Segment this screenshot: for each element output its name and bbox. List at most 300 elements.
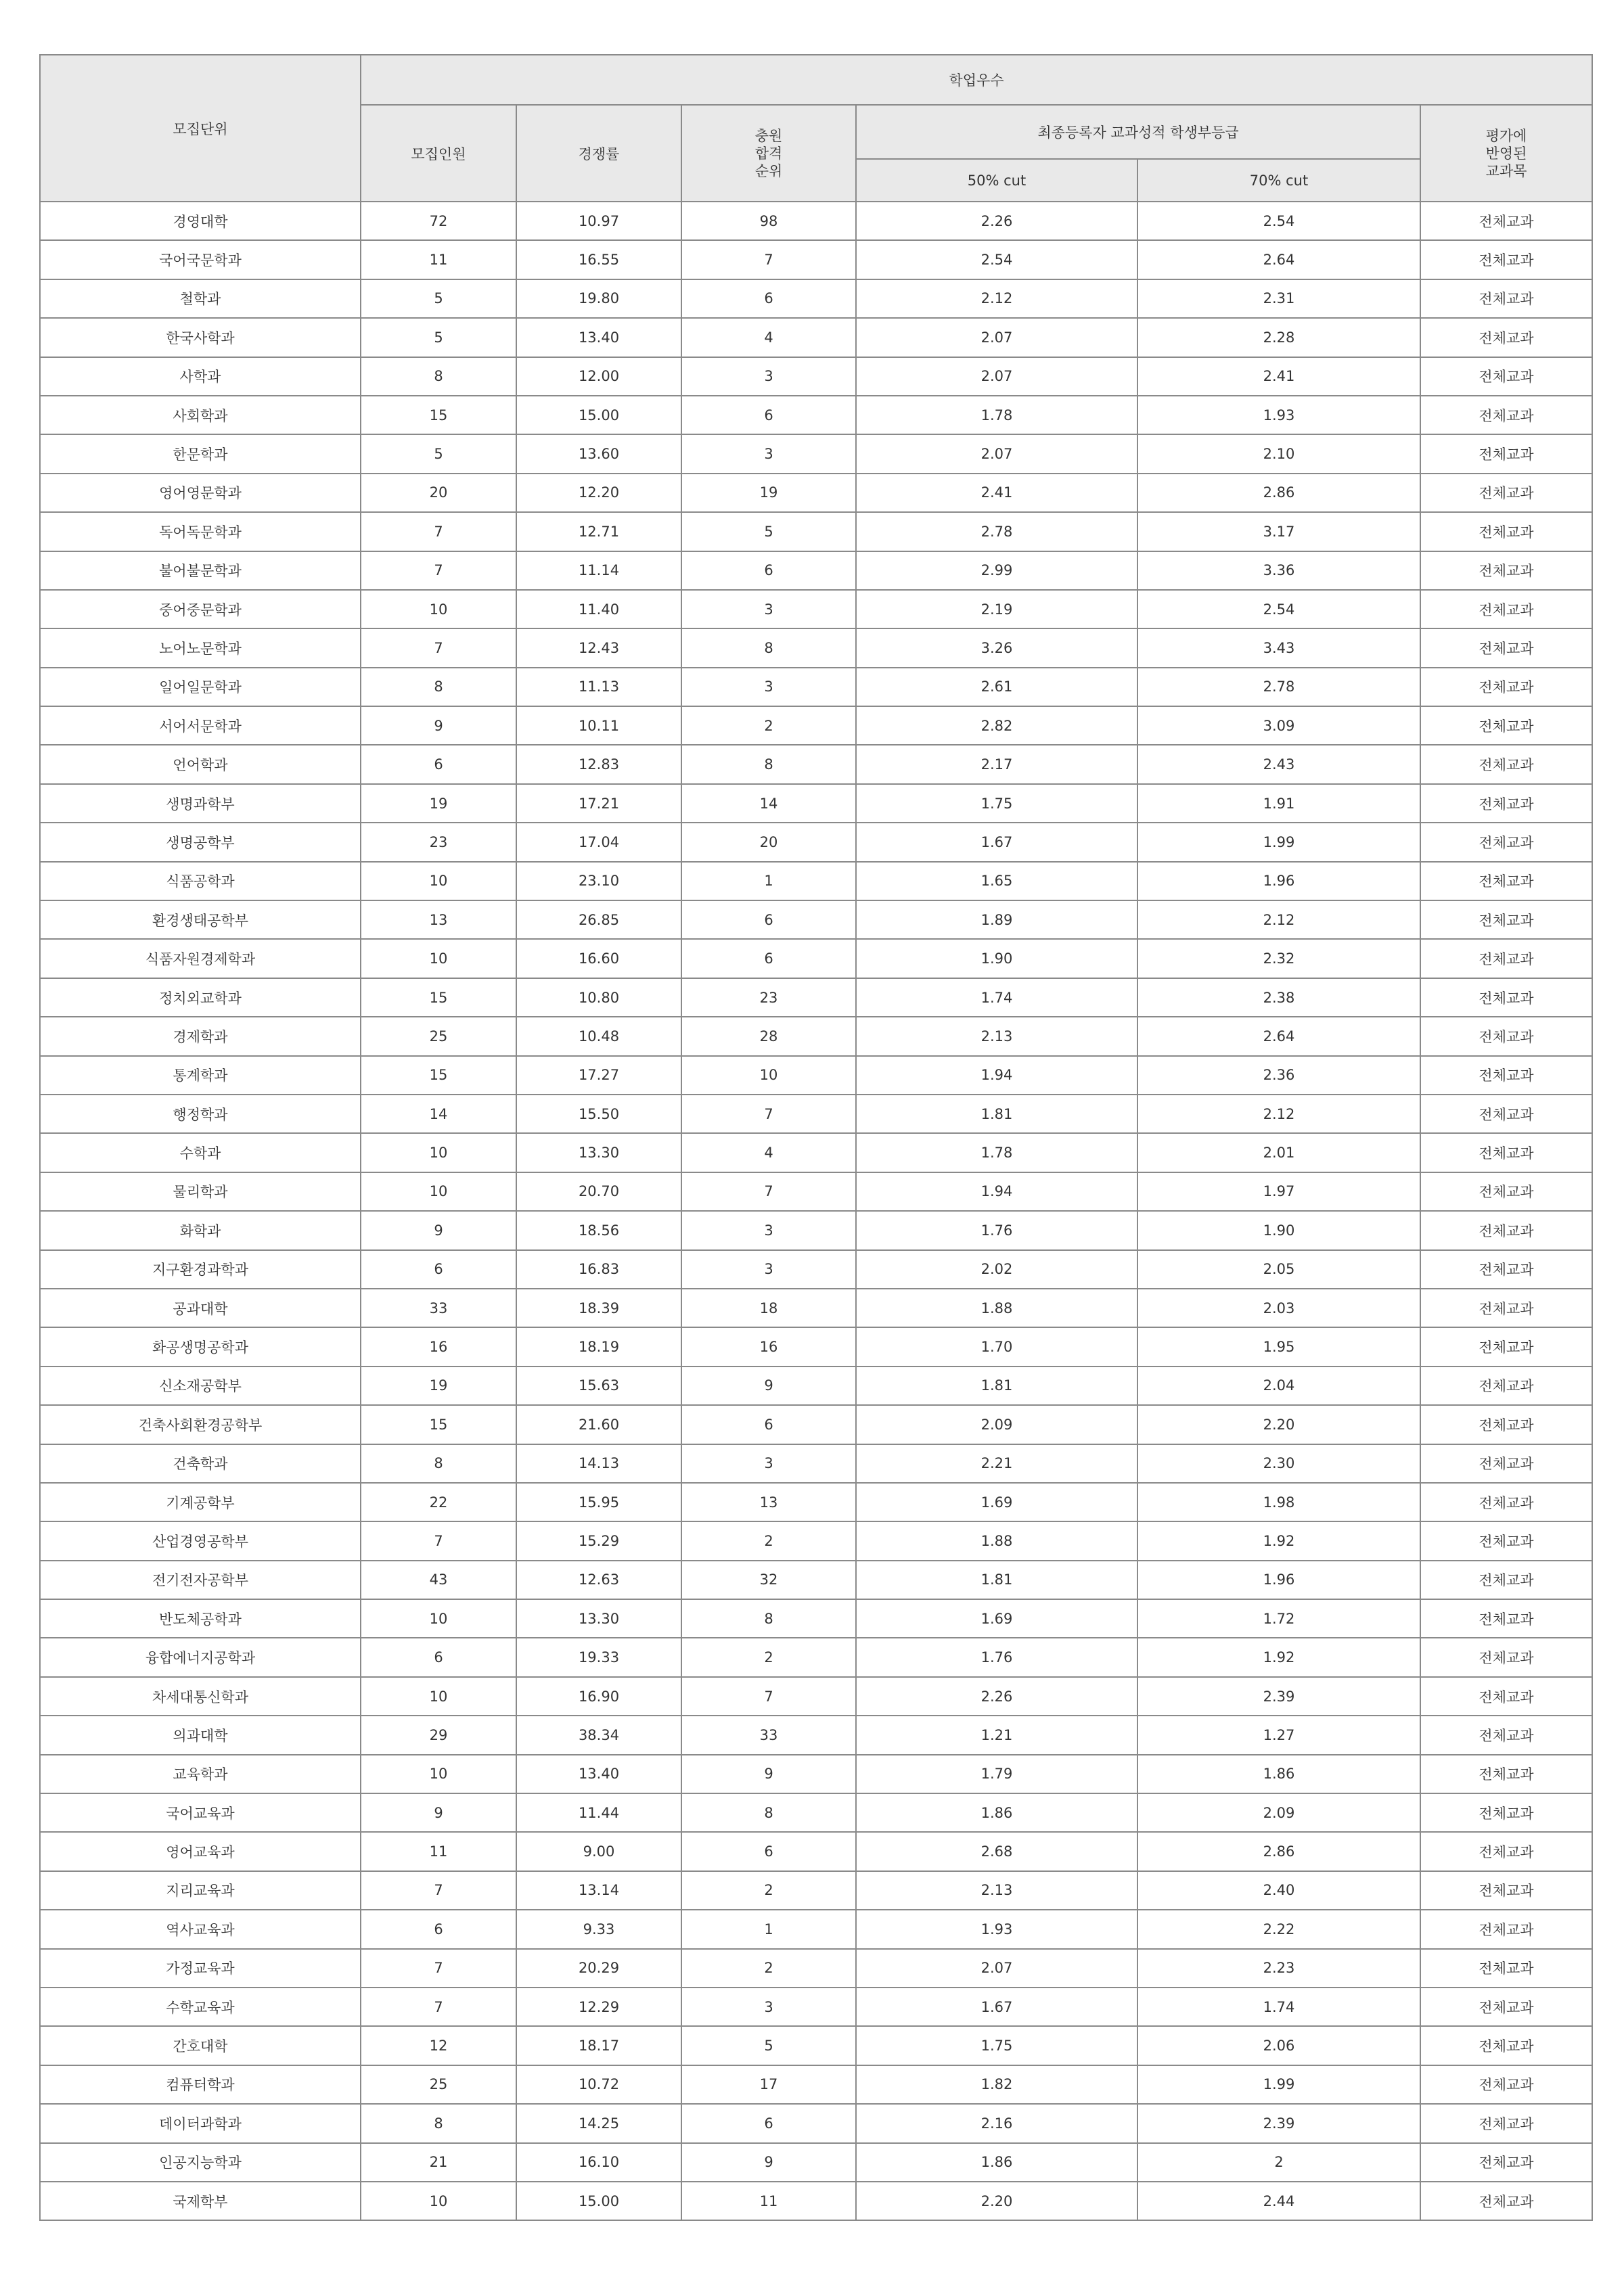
cell-quota: 5 bbox=[361, 434, 516, 473]
cell-competition: 14.25 bbox=[516, 2104, 681, 2142]
cell-cut50: 1.76 bbox=[856, 1638, 1137, 1676]
cell-unit: 노어노문학과 bbox=[40, 628, 361, 667]
table-row bbox=[40, 1521, 1592, 1560]
cell-subjects: 전체교과 bbox=[1420, 1988, 1592, 2026]
cell-cut50: 2.78 bbox=[856, 512, 1137, 551]
cell-subjects: 전체교과 bbox=[1420, 1172, 1592, 1211]
cell-quota: 6 bbox=[361, 1910, 516, 1948]
cell-unit: 중어중문학과 bbox=[40, 590, 361, 628]
table-row bbox=[40, 1095, 1592, 1133]
cell-competition: 13.30 bbox=[516, 1599, 681, 1638]
cell-rank: 2 bbox=[681, 706, 856, 745]
cell-cut70: 2.39 bbox=[1137, 2104, 1420, 2142]
cell-cut50: 2.26 bbox=[856, 202, 1137, 240]
cell-rank: 32 bbox=[681, 1561, 856, 1599]
cell-cut50: 1.78 bbox=[856, 1133, 1137, 1172]
cell-cut70: 2.23 bbox=[1137, 1949, 1420, 1988]
cell-cut50: 2.07 bbox=[856, 434, 1137, 473]
table-row bbox=[40, 1405, 1592, 1444]
cell-quota: 9 bbox=[361, 1793, 516, 1832]
table-row bbox=[40, 1250, 1592, 1289]
cell-competition: 11.13 bbox=[516, 668, 681, 706]
table-row bbox=[40, 2026, 1592, 2065]
cell-unit: 가정교육과 bbox=[40, 1949, 361, 1988]
cell-quota: 25 bbox=[361, 1017, 516, 1055]
cell-cut70: 2.40 bbox=[1137, 1871, 1420, 1910]
cell-quota: 10 bbox=[361, 1599, 516, 1638]
cell-subjects: 전체교과 bbox=[1420, 1521, 1592, 1560]
cell-cut50: 2.68 bbox=[856, 1832, 1137, 1870]
cell-cut50: 1.79 bbox=[856, 1755, 1137, 1793]
cell-competition: 15.95 bbox=[516, 1483, 681, 1521]
cell-cut70: 1.92 bbox=[1137, 1638, 1420, 1676]
cell-quota: 19 bbox=[361, 1367, 516, 1405]
cell-cut70: 1.74 bbox=[1137, 1988, 1420, 2026]
cell-rank: 8 bbox=[681, 745, 856, 783]
cell-quota: 29 bbox=[361, 1716, 516, 1754]
cell-rank: 3 bbox=[681, 668, 856, 706]
cell-quota: 8 bbox=[361, 2104, 516, 2142]
cell-cut50: 2.21 bbox=[856, 1444, 1137, 1483]
cell-competition: 9.00 bbox=[516, 1832, 681, 1870]
cell-quota: 7 bbox=[361, 551, 516, 590]
table-body bbox=[40, 202, 1592, 2220]
cell-rank: 2 bbox=[681, 1871, 856, 1910]
cell-subjects: 전체교과 bbox=[1420, 2104, 1592, 2142]
cell-cut50: 1.90 bbox=[856, 939, 1137, 978]
cell-unit: 지리교육과 bbox=[40, 1871, 361, 1910]
cell-cut50: 2.12 bbox=[856, 279, 1137, 318]
cell-unit: 사학과 bbox=[40, 357, 361, 396]
cell-rank: 98 bbox=[681, 202, 856, 240]
cell-unit: 사회학과 bbox=[40, 396, 361, 434]
table-row bbox=[40, 2065, 1592, 2104]
cell-competition: 13.30 bbox=[516, 1133, 681, 1172]
cell-cut50: 1.67 bbox=[856, 823, 1137, 861]
cell-subjects: 전체교과 bbox=[1420, 279, 1592, 318]
cell-rank: 18 bbox=[681, 1289, 856, 1327]
cell-cut50: 1.76 bbox=[856, 1211, 1137, 1249]
cell-cut70: 1.96 bbox=[1137, 862, 1420, 900]
cell-unit: 간호대학 bbox=[40, 2026, 361, 2065]
cell-competition: 15.00 bbox=[516, 2182, 681, 2220]
cell-cut70: 2.06 bbox=[1137, 2026, 1420, 2065]
cell-competition: 12.43 bbox=[516, 628, 681, 667]
cell-subjects: 전체교과 bbox=[1420, 551, 1592, 590]
cell-unit: 화학과 bbox=[40, 1211, 361, 1249]
cell-subjects: 전체교과 bbox=[1420, 784, 1592, 823]
header-competition: 경쟁률 bbox=[516, 105, 681, 202]
cell-cut70: 1.92 bbox=[1137, 1521, 1420, 1560]
cell-unit: 통계학과 bbox=[40, 1056, 361, 1095]
table-row bbox=[40, 784, 1592, 823]
cell-competition: 21.60 bbox=[516, 1405, 681, 1444]
cell-competition: 13.40 bbox=[516, 318, 681, 357]
cell-subjects: 전체교과 bbox=[1420, 1211, 1592, 1249]
cell-unit: 한문학과 bbox=[40, 434, 361, 473]
cell-cut50: 2.99 bbox=[856, 551, 1137, 590]
table-row bbox=[40, 1716, 1592, 1754]
cell-cut70: 2.54 bbox=[1137, 202, 1420, 240]
cell-quota: 10 bbox=[361, 1677, 516, 1716]
cell-cut50: 1.81 bbox=[856, 1367, 1137, 1405]
cell-subjects: 전체교과 bbox=[1420, 2065, 1592, 2104]
cell-rank: 6 bbox=[681, 396, 856, 434]
table-row bbox=[40, 357, 1592, 396]
cell-rank: 3 bbox=[681, 590, 856, 628]
cell-rank: 8 bbox=[681, 1599, 856, 1638]
cell-unit: 식품자원경제학과 bbox=[40, 939, 361, 978]
cell-cut50: 1.81 bbox=[856, 1095, 1137, 1133]
cell-subjects: 전체교과 bbox=[1420, 1327, 1592, 1366]
cell-unit: 언어학과 bbox=[40, 745, 361, 783]
cell-unit: 컴퓨터학과 bbox=[40, 2065, 361, 2104]
cell-subjects: 전체교과 bbox=[1420, 434, 1592, 473]
cell-competition: 16.10 bbox=[516, 2143, 681, 2182]
cell-quota: 7 bbox=[361, 1949, 516, 1988]
cell-subjects: 전체교과 bbox=[1420, 1677, 1592, 1716]
header-cut50: 50% cut bbox=[856, 159, 1137, 202]
header-cut70: 70% cut bbox=[1137, 159, 1420, 202]
cell-competition: 17.27 bbox=[516, 1056, 681, 1095]
cell-subjects: 전체교과 bbox=[1420, 1755, 1592, 1793]
cell-cut70: 2.32 bbox=[1137, 939, 1420, 978]
cell-cut50: 1.78 bbox=[856, 396, 1137, 434]
cell-quota: 11 bbox=[361, 240, 516, 279]
cell-competition: 11.40 bbox=[516, 590, 681, 628]
cell-rank: 3 bbox=[681, 434, 856, 473]
cell-rank: 4 bbox=[681, 1133, 856, 1172]
cell-unit: 생명공학부 bbox=[40, 823, 361, 861]
cell-competition: 18.39 bbox=[516, 1289, 681, 1327]
cell-rank: 3 bbox=[681, 1444, 856, 1483]
cell-rank: 6 bbox=[681, 900, 856, 939]
cell-cut50: 1.86 bbox=[856, 1793, 1137, 1832]
cell-quota: 11 bbox=[361, 1832, 516, 1870]
cell-unit: 화공생명공학과 bbox=[40, 1327, 361, 1366]
cell-quota: 8 bbox=[361, 1444, 516, 1483]
cell-cut50: 3.26 bbox=[856, 628, 1137, 667]
cell-subjects: 전체교과 bbox=[1420, 668, 1592, 706]
cell-cut70: 2.64 bbox=[1137, 1017, 1420, 1055]
cell-quota: 7 bbox=[361, 628, 516, 667]
cell-rank: 7 bbox=[681, 1095, 856, 1133]
cell-cut70: 2.39 bbox=[1137, 1677, 1420, 1716]
cell-unit: 경제학과 bbox=[40, 1017, 361, 1055]
cell-rank: 9 bbox=[681, 1367, 856, 1405]
cell-cut50: 2.07 bbox=[856, 318, 1137, 357]
cell-competition: 16.90 bbox=[516, 1677, 681, 1716]
table-row bbox=[40, 1910, 1592, 1948]
cell-subjects: 전체교과 bbox=[1420, 1444, 1592, 1483]
cell-cut50: 2.07 bbox=[856, 357, 1137, 396]
cell-subjects: 전체교과 bbox=[1420, 745, 1592, 783]
cell-rank: 5 bbox=[681, 2026, 856, 2065]
cell-quota: 33 bbox=[361, 1289, 516, 1327]
cell-cut70: 1.96 bbox=[1137, 1561, 1420, 1599]
cell-cut70: 2.12 bbox=[1137, 900, 1420, 939]
cell-competition: 12.29 bbox=[516, 1988, 681, 2026]
cell-quota: 23 bbox=[361, 823, 516, 861]
cell-cut50: 1.86 bbox=[856, 2143, 1137, 2182]
cell-subjects: 전체교과 bbox=[1420, 1405, 1592, 1444]
cell-subjects: 전체교과 bbox=[1420, 1832, 1592, 1870]
cell-quota: 22 bbox=[361, 1483, 516, 1521]
cell-unit: 기계공학부 bbox=[40, 1483, 361, 1521]
cell-cut70: 1.93 bbox=[1137, 396, 1420, 434]
cell-rank: 9 bbox=[681, 2143, 856, 2182]
cell-competition: 12.63 bbox=[516, 1561, 681, 1599]
cell-unit: 융합에너지공학과 bbox=[40, 1638, 361, 1676]
cell-subjects: 전체교과 bbox=[1420, 1367, 1592, 1405]
cell-unit: 국제학부 bbox=[40, 2182, 361, 2220]
table-row bbox=[40, 1483, 1592, 1521]
cell-cut50: 2.09 bbox=[856, 1405, 1137, 1444]
cell-subjects: 전체교과 bbox=[1420, 1561, 1592, 1599]
cell-quota: 8 bbox=[361, 668, 516, 706]
cell-quota: 43 bbox=[361, 1561, 516, 1599]
cell-unit: 철학과 bbox=[40, 279, 361, 318]
cell-rank: 4 bbox=[681, 318, 856, 357]
cell-unit: 전기전자공학부 bbox=[40, 1561, 361, 1599]
cell-unit: 건축사회환경공학부 bbox=[40, 1405, 361, 1444]
cell-unit: 물리학과 bbox=[40, 1172, 361, 1211]
cell-cut50: 2.26 bbox=[856, 1677, 1137, 1716]
cell-competition: 13.60 bbox=[516, 434, 681, 473]
cell-subjects: 전체교과 bbox=[1420, 357, 1592, 396]
table-row bbox=[40, 434, 1592, 473]
table-row bbox=[40, 240, 1592, 279]
cell-subjects: 전체교과 bbox=[1420, 1017, 1592, 1055]
cell-rank: 7 bbox=[681, 1172, 856, 1211]
cell-unit: 환경생태공학부 bbox=[40, 900, 361, 939]
cell-cut50: 1.94 bbox=[856, 1172, 1137, 1211]
cell-cut70: 2.86 bbox=[1137, 1832, 1420, 1870]
cell-competition: 16.55 bbox=[516, 240, 681, 279]
cell-unit: 생명과학부 bbox=[40, 784, 361, 823]
cell-cut50: 1.67 bbox=[856, 1988, 1137, 2026]
cell-rank: 3 bbox=[681, 357, 856, 396]
cell-cut50: 1.74 bbox=[856, 978, 1137, 1017]
cell-cut50: 1.75 bbox=[856, 2026, 1137, 2065]
cell-cut50: 2.02 bbox=[856, 1250, 1137, 1289]
cell-cut70: 1.90 bbox=[1137, 1211, 1420, 1249]
cell-rank: 6 bbox=[681, 279, 856, 318]
cell-competition: 15.50 bbox=[516, 1095, 681, 1133]
cell-unit: 일어일문학과 bbox=[40, 668, 361, 706]
table-header bbox=[40, 55, 1592, 202]
cell-cut70: 3.17 bbox=[1137, 512, 1420, 551]
cell-quota: 6 bbox=[361, 745, 516, 783]
cell-cut50: 1.94 bbox=[856, 1056, 1137, 1095]
cell-subjects: 전체교과 bbox=[1420, 939, 1592, 978]
cell-cut70: 2.05 bbox=[1137, 1250, 1420, 1289]
cell-rank: 1 bbox=[681, 862, 856, 900]
cell-quota: 7 bbox=[361, 1521, 516, 1560]
cell-competition: 11.14 bbox=[516, 551, 681, 590]
table-row bbox=[40, 862, 1592, 900]
cell-cut70: 2.22 bbox=[1137, 1910, 1420, 1948]
cell-competition: 16.83 bbox=[516, 1250, 681, 1289]
cell-subjects: 전체교과 bbox=[1420, 1056, 1592, 1095]
cell-rank: 16 bbox=[681, 1327, 856, 1366]
table-row bbox=[40, 823, 1592, 861]
cell-quota: 15 bbox=[361, 396, 516, 434]
cell-rank: 20 bbox=[681, 823, 856, 861]
cell-subjects: 전체교과 bbox=[1420, 1793, 1592, 1832]
cell-cut70: 1.72 bbox=[1137, 1599, 1420, 1638]
table-row bbox=[40, 1793, 1592, 1832]
cell-subjects: 전체교과 bbox=[1420, 1095, 1592, 1133]
cell-rank: 8 bbox=[681, 628, 856, 667]
cell-rank: 1 bbox=[681, 1910, 856, 1948]
cell-cut50: 1.88 bbox=[856, 1289, 1137, 1327]
cell-subjects: 전체교과 bbox=[1420, 240, 1592, 279]
cell-unit: 수학과 bbox=[40, 1133, 361, 1172]
cell-competition: 19.80 bbox=[516, 279, 681, 318]
cell-subjects: 전체교과 bbox=[1420, 628, 1592, 667]
cell-quota: 72 bbox=[361, 202, 516, 240]
table-row bbox=[40, 1561, 1592, 1599]
cell-cut70: 1.95 bbox=[1137, 1327, 1420, 1366]
table-row bbox=[40, 1172, 1592, 1211]
cell-competition: 9.33 bbox=[516, 1910, 681, 1948]
cell-unit: 신소재공학부 bbox=[40, 1367, 361, 1405]
cell-competition: 15.63 bbox=[516, 1367, 681, 1405]
table-row bbox=[40, 2143, 1592, 2182]
cell-cut70: 2.54 bbox=[1137, 590, 1420, 628]
cell-competition: 38.34 bbox=[516, 1716, 681, 1754]
table-row bbox=[40, 1599, 1592, 1638]
cell-cut50: 1.81 bbox=[856, 1561, 1137, 1599]
table-row bbox=[40, 1444, 1592, 1483]
cell-cut50: 2.16 bbox=[856, 2104, 1137, 2142]
cell-unit: 독어독문학과 bbox=[40, 512, 361, 551]
cell-quota: 10 bbox=[361, 590, 516, 628]
cell-competition: 13.40 bbox=[516, 1755, 681, 1793]
cell-rank: 23 bbox=[681, 978, 856, 1017]
cell-subjects: 전체교과 bbox=[1420, 862, 1592, 900]
cell-unit: 교육학과 bbox=[40, 1755, 361, 1793]
cell-quota: 8 bbox=[361, 357, 516, 396]
cell-quota: 9 bbox=[361, 1211, 516, 1249]
cell-subjects: 전체교과 bbox=[1420, 2182, 1592, 2220]
header-group: 학업우수 bbox=[361, 55, 1592, 105]
cell-subjects: 전체교과 bbox=[1420, 2143, 1592, 2182]
cell-competition: 26.85 bbox=[516, 900, 681, 939]
cell-subjects: 전체교과 bbox=[1420, 1483, 1592, 1521]
cell-rank: 11 bbox=[681, 2182, 856, 2220]
cell-competition: 20.29 bbox=[516, 1949, 681, 1988]
cell-subjects: 전체교과 bbox=[1420, 318, 1592, 357]
cell-cut50: 1.65 bbox=[856, 862, 1137, 900]
table-row bbox=[40, 978, 1592, 1017]
cell-cut50: 2.19 bbox=[856, 590, 1137, 628]
cell-quota: 9 bbox=[361, 706, 516, 745]
cell-cut70: 2.78 bbox=[1137, 668, 1420, 706]
table-row bbox=[40, 1289, 1592, 1327]
cell-cut50: 2.17 bbox=[856, 745, 1137, 783]
cell-rank: 7 bbox=[681, 240, 856, 279]
cell-competition: 10.72 bbox=[516, 2065, 681, 2104]
table-row bbox=[40, 1056, 1592, 1095]
cell-subjects: 전체교과 bbox=[1420, 1599, 1592, 1638]
cell-rank: 8 bbox=[681, 1793, 856, 1832]
cell-cut70: 3.43 bbox=[1137, 628, 1420, 667]
table-row bbox=[40, 474, 1592, 512]
table-row bbox=[40, 628, 1592, 667]
cell-quota: 15 bbox=[361, 978, 516, 1017]
cell-competition: 14.13 bbox=[516, 1444, 681, 1483]
table-row bbox=[40, 512, 1592, 551]
cell-rank: 33 bbox=[681, 1716, 856, 1754]
cell-cut70: 3.09 bbox=[1137, 706, 1420, 745]
cell-competition: 12.83 bbox=[516, 745, 681, 783]
cell-subjects: 전체교과 bbox=[1420, 978, 1592, 1017]
cell-cut50: 2.82 bbox=[856, 706, 1137, 745]
cell-cut70: 2.10 bbox=[1137, 434, 1420, 473]
cell-rank: 3 bbox=[681, 1988, 856, 2026]
table-row bbox=[40, 2104, 1592, 2142]
cell-rank: 6 bbox=[681, 2104, 856, 2142]
cell-rank: 2 bbox=[681, 1521, 856, 1560]
cell-rank: 2 bbox=[681, 1638, 856, 1676]
table-row bbox=[40, 1677, 1592, 1716]
cell-subjects: 전체교과 bbox=[1420, 396, 1592, 434]
cell-cut70: 2.04 bbox=[1137, 1367, 1420, 1405]
cell-unit: 식품공학과 bbox=[40, 862, 361, 900]
cell-rank: 28 bbox=[681, 1017, 856, 1055]
cell-quota: 16 bbox=[361, 1327, 516, 1366]
cell-rank: 6 bbox=[681, 939, 856, 978]
admissions-table bbox=[39, 54, 1593, 2221]
cell-unit: 한국사학과 bbox=[40, 318, 361, 357]
cell-cut50: 2.54 bbox=[856, 240, 1137, 279]
cell-subjects: 전체교과 bbox=[1420, 823, 1592, 861]
cell-rank: 6 bbox=[681, 1832, 856, 1870]
table-row bbox=[40, 1755, 1592, 1793]
table-row bbox=[40, 279, 1592, 318]
cell-quota: 7 bbox=[361, 1988, 516, 2026]
cell-quota: 12 bbox=[361, 2026, 516, 2065]
cell-competition: 15.29 bbox=[516, 1521, 681, 1560]
cell-unit: 불어불문학과 bbox=[40, 551, 361, 590]
cell-rank: 14 bbox=[681, 784, 856, 823]
cell-cut70: 2.20 bbox=[1137, 1405, 1420, 1444]
cell-quota: 15 bbox=[361, 1056, 516, 1095]
cell-unit: 영어영문학과 bbox=[40, 474, 361, 512]
cell-subjects: 전체교과 bbox=[1420, 512, 1592, 551]
cell-cut50: 1.93 bbox=[856, 1910, 1137, 1948]
table-row bbox=[40, 590, 1592, 628]
table-row bbox=[40, 939, 1592, 978]
cell-unit: 건축학과 bbox=[40, 1444, 361, 1483]
cell-subjects: 전체교과 bbox=[1420, 1910, 1592, 1948]
cell-cut70: 1.99 bbox=[1137, 2065, 1420, 2104]
table-row bbox=[40, 202, 1592, 240]
table-row bbox=[40, 1327, 1592, 1366]
cell-competition: 18.56 bbox=[516, 1211, 681, 1249]
cell-cut70: 2.09 bbox=[1137, 1793, 1420, 1832]
cell-quota: 20 bbox=[361, 474, 516, 512]
cell-quota: 5 bbox=[361, 279, 516, 318]
cell-competition: 11.44 bbox=[516, 1793, 681, 1832]
cell-rank: 6 bbox=[681, 551, 856, 590]
cell-subjects: 전체교과 bbox=[1420, 1133, 1592, 1172]
table-row bbox=[40, 2182, 1592, 2220]
cell-quota: 10 bbox=[361, 939, 516, 978]
cell-cut50: 2.07 bbox=[856, 1949, 1137, 1988]
